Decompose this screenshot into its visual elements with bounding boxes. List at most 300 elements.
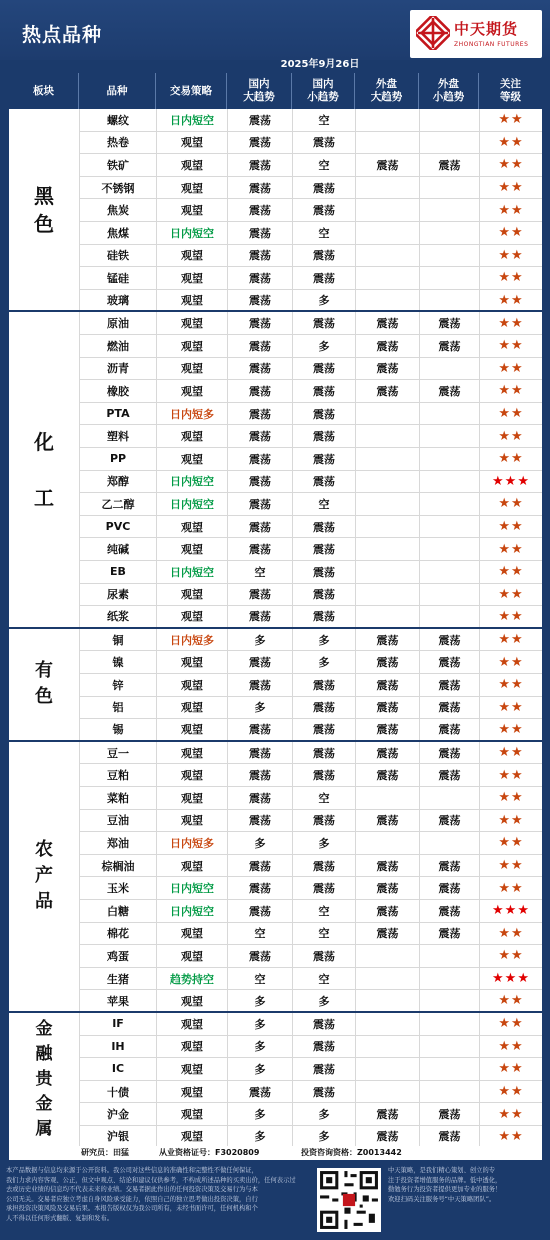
domestic-minor-trend: 空 xyxy=(292,968,355,990)
domestic-minor-trend: 震荡 xyxy=(292,245,355,267)
strategy-cell: 观望 xyxy=(156,1126,227,1147)
strategy-cell: 观望 xyxy=(156,267,227,289)
domestic-minor-trend: 震荡 xyxy=(292,358,355,380)
strategy-cell: 观望 xyxy=(156,132,227,154)
overseas-major-trend: 震荡 xyxy=(355,674,419,696)
overseas-minor-trend: 震荡 xyxy=(419,697,479,719)
strategy-cell: 观望 xyxy=(156,1103,227,1125)
domestic-minor-trend: 震荡 xyxy=(292,312,355,334)
overseas-minor-trend: 震荡 xyxy=(419,810,479,832)
attention-level: ★★ xyxy=(479,561,542,583)
strategy-cell: 观望 xyxy=(156,177,227,199)
column-header: 国内 大趋势 xyxy=(227,73,292,109)
domestic-major-trend: 震荡 xyxy=(227,538,292,560)
domestic-major-trend: 空 xyxy=(227,968,292,990)
table-row xyxy=(79,245,542,268)
sector-cell xyxy=(9,312,79,628)
hot-varieties-table xyxy=(9,109,542,1146)
logo-knot-icon xyxy=(416,16,450,50)
variety-cell: 郑油 xyxy=(79,832,156,854)
domestic-major-trend: 多 xyxy=(227,1126,292,1147)
disclaimer-text: 本产品数据与信息均来源于公开资料。我公司对这些信息的准确性和完整性不做任何保证， 我们力求内容客观、公正，但文中观点、结论和建议仅供参考，不构成所述品种的买卖出价，任何表示过 去或历史业绩的信息均不代表未来的业绩。交易者据此作出的任何投资决策及交易行为与本 公司无关。交易者应独立考虑自身风险承受能力，依照自己的独立思考做出投资决策，自行 承担投资决策风险及交易后果。本报告版权仅为我公司所有，未经书面许可，任何机构和个 人不得以任何形式翻版、复制和发布。 xyxy=(6,1167,296,1222)
domestic-major-trend: 多 xyxy=(227,629,292,651)
domestic-major-trend: 多 xyxy=(227,1036,292,1058)
sector-cell xyxy=(9,629,79,742)
table-row xyxy=(79,561,542,584)
company-logo xyxy=(410,10,542,58)
table-row xyxy=(79,1013,542,1036)
brand-description: 中天策略，是我们精心策划、创立的专 注于投资者增值服务的品牌。低中透化， 勤勉务行为投资者提供更加专业的服务！ 欢迎扫码关注服务号“中天策略团队”。 xyxy=(388,1167,502,1203)
variety-cell: PVC xyxy=(79,516,156,538)
variety-cell: 鸡蛋 xyxy=(79,945,156,967)
variety-cell: 生猪 xyxy=(79,968,156,990)
strategy-cell: 观望 xyxy=(156,855,227,877)
attention-level: ★★ xyxy=(479,629,542,651)
overseas-minor-trend xyxy=(419,471,479,493)
variety-cell: 不锈钢 xyxy=(79,177,156,199)
overseas-major-trend xyxy=(355,832,419,854)
domestic-minor-trend: 震荡 xyxy=(292,945,355,967)
domestic-minor-trend: 震荡 xyxy=(292,267,355,289)
overseas-major-trend: 震荡 xyxy=(355,719,419,740)
strategy-cell: 观望 xyxy=(156,425,227,447)
domestic-major-trend: 震荡 xyxy=(227,335,292,357)
overseas-major-trend: 震荡 xyxy=(355,742,419,764)
domestic-minor-trend: 震荡 xyxy=(292,403,355,425)
domestic-major-trend: 震荡 xyxy=(227,945,292,967)
table-row xyxy=(79,742,542,765)
attention-level: ★★ xyxy=(479,335,542,357)
attention-level: ★★ xyxy=(479,267,542,289)
strategy-cell: 观望 xyxy=(156,335,227,357)
overseas-minor-trend xyxy=(419,290,479,311)
attention-level: ★★ xyxy=(479,606,542,627)
overseas-minor-trend xyxy=(419,832,479,854)
qr-code-icon xyxy=(317,1168,381,1232)
strategy-cell: 观望 xyxy=(156,1036,227,1058)
domestic-major-trend: 震荡 xyxy=(227,900,292,922)
sector-cell xyxy=(9,742,79,1013)
overseas-minor-trend xyxy=(419,606,479,627)
strategy-cell: 日内短空 xyxy=(156,900,227,922)
attention-level: ★★ xyxy=(479,764,542,786)
overseas-minor-trend xyxy=(419,584,479,606)
strategy-cell: 观望 xyxy=(156,606,227,627)
overseas-major-trend xyxy=(355,1013,419,1035)
attention-level: ★★ xyxy=(479,923,542,945)
variety-cell: 尿素 xyxy=(79,584,156,606)
domestic-major-trend: 震荡 xyxy=(227,493,292,515)
strategy-cell: 观望 xyxy=(156,674,227,696)
strategy-cell: 观望 xyxy=(156,584,227,606)
variety-cell: 菜粕 xyxy=(79,787,156,809)
overseas-major-trend: 震荡 xyxy=(355,900,419,922)
domestic-minor-trend: 空 xyxy=(292,109,355,131)
strategy-cell: 观望 xyxy=(156,538,227,560)
domestic-minor-trend: 震荡 xyxy=(292,1058,355,1080)
strategy-cell: 观望 xyxy=(156,199,227,221)
strategy-cell: 观望 xyxy=(156,764,227,786)
overseas-minor-trend: 震荡 xyxy=(419,855,479,877)
attention-level: ★★ xyxy=(479,403,542,425)
domestic-minor-trend: 震荡 xyxy=(292,471,355,493)
strategy-cell: 趋势持空 xyxy=(156,968,227,990)
overseas-major-trend: 震荡 xyxy=(355,629,419,651)
strategy-cell: 观望 xyxy=(156,358,227,380)
page-title: 热点品种 xyxy=(22,24,103,46)
variety-cell: 玻璃 xyxy=(79,290,156,311)
sector-label: 农 产 品 xyxy=(35,839,53,913)
license-number: 从业资格证号：F3020809 xyxy=(159,1148,260,1157)
domestic-major-trend: 震荡 xyxy=(227,267,292,289)
variety-cell: 纸浆 xyxy=(79,606,156,627)
overseas-major-trend xyxy=(355,516,419,538)
overseas-major-trend xyxy=(355,177,419,199)
overseas-minor-trend xyxy=(419,516,479,538)
table-row xyxy=(79,629,542,652)
variety-cell: 郑醇 xyxy=(79,471,156,493)
table-row xyxy=(79,945,542,968)
overseas-major-trend: 震荡 xyxy=(355,312,419,334)
overseas-major-trend xyxy=(355,132,419,154)
overseas-major-trend: 震荡 xyxy=(355,154,419,176)
domestic-major-trend: 震荡 xyxy=(227,674,292,696)
domestic-major-trend: 多 xyxy=(227,697,292,719)
attention-level: ★★ xyxy=(479,425,542,447)
overseas-major-trend xyxy=(355,538,419,560)
table-row xyxy=(79,584,542,607)
table-row xyxy=(79,222,542,245)
strategy-cell: 观望 xyxy=(156,290,227,311)
table-row xyxy=(79,403,542,426)
overseas-minor-trend xyxy=(419,358,479,380)
attention-level: ★★ xyxy=(479,448,542,470)
overseas-minor-trend xyxy=(419,403,479,425)
overseas-major-trend xyxy=(355,787,419,809)
domestic-minor-trend: 空 xyxy=(292,787,355,809)
strategy-cell: 观望 xyxy=(156,990,227,1011)
domestic-minor-trend: 空 xyxy=(292,900,355,922)
sector-label: 有 色 xyxy=(35,660,53,708)
variety-cell: 纯碱 xyxy=(79,538,156,560)
domestic-minor-trend: 震荡 xyxy=(292,1013,355,1035)
attention-level: ★★★ xyxy=(479,968,542,990)
overseas-minor-trend: 震荡 xyxy=(419,651,479,673)
overseas-minor-trend xyxy=(419,561,479,583)
overseas-major-trend: 震荡 xyxy=(355,335,419,357)
bottom-disclaimer-area xyxy=(0,1162,550,1240)
variety-cell: 橡胶 xyxy=(79,380,156,402)
strategy-cell: 观望 xyxy=(156,312,227,334)
table-row xyxy=(79,177,542,200)
table-row xyxy=(79,358,542,381)
table-row xyxy=(79,290,542,313)
attention-level: ★★ xyxy=(479,154,542,176)
overseas-minor-trend: 震荡 xyxy=(419,629,479,651)
attention-level: ★★ xyxy=(479,810,542,832)
overseas-minor-trend xyxy=(419,945,479,967)
overseas-major-trend: 震荡 xyxy=(355,380,419,402)
table-row xyxy=(79,877,542,900)
domestic-minor-trend: 震荡 xyxy=(292,177,355,199)
overseas-major-trend xyxy=(355,109,419,131)
variety-cell: 棉花 xyxy=(79,923,156,945)
domestic-minor-trend: 震荡 xyxy=(292,584,355,606)
domestic-minor-trend: 震荡 xyxy=(292,606,355,627)
overseas-major-trend xyxy=(355,425,419,447)
attention-level: ★★ xyxy=(479,651,542,673)
domestic-major-trend: 震荡 xyxy=(227,606,292,627)
table-row xyxy=(79,810,542,833)
domestic-major-trend: 震荡 xyxy=(227,222,292,244)
overseas-minor-trend: 震荡 xyxy=(419,742,479,764)
domestic-major-trend: 震荡 xyxy=(227,109,292,131)
strategy-cell: 观望 xyxy=(156,380,227,402)
domestic-major-trend: 震荡 xyxy=(227,290,292,311)
domestic-minor-trend: 多 xyxy=(292,651,355,673)
header-bar xyxy=(0,0,550,60)
domestic-major-trend: 震荡 xyxy=(227,425,292,447)
domestic-major-trend: 震荡 xyxy=(227,132,292,154)
domestic-major-trend: 空 xyxy=(227,561,292,583)
attention-level: ★★ xyxy=(479,945,542,967)
attention-level: ★★ xyxy=(479,177,542,199)
variety-cell: IH xyxy=(79,1036,156,1058)
attention-level: ★★ xyxy=(479,877,542,899)
domestic-minor-trend: 空 xyxy=(292,154,355,176)
overseas-minor-trend xyxy=(419,267,479,289)
variety-cell: 燃油 xyxy=(79,335,156,357)
attention-level: ★★ xyxy=(479,832,542,854)
table-row xyxy=(79,199,542,222)
overseas-minor-trend xyxy=(419,1081,479,1103)
domestic-minor-trend: 震荡 xyxy=(292,674,355,696)
overseas-major-trend: 震荡 xyxy=(355,358,419,380)
attention-level: ★★ xyxy=(479,493,542,515)
overseas-minor-trend xyxy=(419,538,479,560)
overseas-minor-trend xyxy=(419,493,479,515)
table-row xyxy=(79,764,542,787)
domestic-major-trend: 震荡 xyxy=(227,584,292,606)
attention-level: ★★ xyxy=(479,1036,542,1058)
domestic-major-trend: 震荡 xyxy=(227,719,292,740)
domestic-major-trend: 震荡 xyxy=(227,787,292,809)
domestic-major-trend: 多 xyxy=(227,1103,292,1125)
domestic-major-trend: 震荡 xyxy=(227,764,292,786)
domestic-minor-trend: 震荡 xyxy=(292,810,355,832)
domestic-minor-trend: 震荡 xyxy=(292,742,355,764)
domestic-minor-trend: 多 xyxy=(292,290,355,311)
researcher-footer xyxy=(9,1146,542,1160)
strategy-cell: 观望 xyxy=(156,1013,227,1035)
strategy-cell: 日内短多 xyxy=(156,832,227,854)
variety-cell: PP xyxy=(79,448,156,470)
overseas-major-trend xyxy=(355,1081,419,1103)
table-row xyxy=(79,697,542,720)
table-row xyxy=(79,132,542,155)
domestic-major-trend: 震荡 xyxy=(227,199,292,221)
table-row xyxy=(79,154,542,177)
overseas-minor-trend xyxy=(419,177,479,199)
strategy-cell: 观望 xyxy=(156,448,227,470)
strategy-cell: 日内短多 xyxy=(156,403,227,425)
attention-level: ★★ xyxy=(479,358,542,380)
attention-level: ★★★ xyxy=(479,471,542,493)
overseas-minor-trend: 震荡 xyxy=(419,1103,479,1125)
strategy-cell: 日内短空 xyxy=(156,561,227,583)
variety-cell: 锰硅 xyxy=(79,267,156,289)
overseas-minor-trend: 震荡 xyxy=(419,900,479,922)
domestic-major-trend: 多 xyxy=(227,832,292,854)
variety-cell: 乙二醇 xyxy=(79,493,156,515)
domestic-major-trend: 震荡 xyxy=(227,245,292,267)
table-row xyxy=(79,471,542,494)
overseas-major-trend xyxy=(355,1058,419,1080)
overseas-major-trend xyxy=(355,945,419,967)
table-row xyxy=(79,855,542,878)
variety-cell: 锌 xyxy=(79,674,156,696)
attention-level: ★★ xyxy=(479,1081,542,1103)
domestic-major-trend: 震荡 xyxy=(227,877,292,899)
attention-level: ★★★ xyxy=(479,900,542,922)
overseas-major-trend xyxy=(355,584,419,606)
column-header: 外盘 小趋势 xyxy=(419,73,479,109)
variety-cell: 硅铁 xyxy=(79,245,156,267)
domestic-minor-trend: 震荡 xyxy=(292,764,355,786)
overseas-minor-trend: 震荡 xyxy=(419,764,479,786)
table-row xyxy=(79,493,542,516)
overseas-major-trend xyxy=(355,245,419,267)
strategy-cell: 日内短空 xyxy=(156,222,227,244)
variety-cell: PTA xyxy=(79,403,156,425)
domestic-major-trend: 震荡 xyxy=(227,177,292,199)
attention-level: ★★ xyxy=(479,855,542,877)
strategy-cell: 观望 xyxy=(156,1058,227,1080)
table-row xyxy=(79,968,542,991)
overseas-minor-trend: 震荡 xyxy=(419,674,479,696)
attention-level: ★★ xyxy=(479,245,542,267)
overseas-major-trend xyxy=(355,561,419,583)
overseas-minor-trend xyxy=(419,990,479,1011)
domestic-major-trend: 震荡 xyxy=(227,742,292,764)
table-row xyxy=(79,832,542,855)
variety-cell: 镍 xyxy=(79,651,156,673)
overseas-minor-trend xyxy=(419,222,479,244)
domestic-minor-trend: 震荡 xyxy=(292,132,355,154)
strategy-cell: 观望 xyxy=(156,154,227,176)
variety-cell: 铝 xyxy=(79,697,156,719)
table-row xyxy=(79,990,542,1013)
overseas-major-trend xyxy=(355,199,419,221)
overseas-minor-trend xyxy=(419,448,479,470)
strategy-cell: 观望 xyxy=(156,923,227,945)
domestic-minor-trend: 多 xyxy=(292,832,355,854)
report-date-row xyxy=(0,58,550,72)
attention-level: ★★ xyxy=(479,132,542,154)
overseas-minor-trend xyxy=(419,787,479,809)
column-header: 外盘 大趋势 xyxy=(355,73,419,109)
overseas-minor-trend xyxy=(419,132,479,154)
overseas-major-trend: 震荡 xyxy=(355,810,419,832)
variety-cell: 十债 xyxy=(79,1081,156,1103)
table-row xyxy=(79,538,542,561)
attention-level: ★★ xyxy=(479,1126,542,1147)
attention-level: ★★ xyxy=(479,538,542,560)
domestic-minor-trend: 多 xyxy=(292,1126,355,1147)
domestic-minor-trend: 震荡 xyxy=(292,561,355,583)
strategy-cell: 日内短多 xyxy=(156,629,227,651)
sector-cell xyxy=(9,109,79,312)
domestic-minor-trend: 多 xyxy=(292,990,355,1011)
strategy-cell: 观望 xyxy=(156,1081,227,1103)
table-row xyxy=(79,312,542,335)
sector-label: 黑 色 xyxy=(34,183,54,236)
strategy-cell: 观望 xyxy=(156,516,227,538)
attention-level: ★★ xyxy=(479,380,542,402)
variety-cell: 豆油 xyxy=(79,810,156,832)
variety-cell: 沥青 xyxy=(79,358,156,380)
table-row xyxy=(79,651,542,674)
variety-cell: 沪银 xyxy=(79,1126,156,1147)
domestic-minor-trend: 震荡 xyxy=(292,719,355,740)
domestic-major-trend: 空 xyxy=(227,923,292,945)
consult-qualification: 投资咨询资格：Z0013442 xyxy=(301,1148,402,1157)
overseas-minor-trend xyxy=(419,199,479,221)
strategy-cell: 日内短空 xyxy=(156,493,227,515)
table-row xyxy=(79,1103,542,1126)
strategy-cell: 观望 xyxy=(156,742,227,764)
strategy-cell: 观望 xyxy=(156,810,227,832)
logo-text: 中天期货 xyxy=(454,20,519,38)
variety-cell: 塑料 xyxy=(79,425,156,447)
table-row xyxy=(79,516,542,539)
table-header xyxy=(9,73,542,109)
variety-cell: 热卷 xyxy=(79,132,156,154)
column-header: 品种 xyxy=(79,73,156,109)
overseas-minor-trend: 震荡 xyxy=(419,719,479,740)
domestic-minor-trend: 震荡 xyxy=(292,1081,355,1103)
attention-level: ★★ xyxy=(479,109,542,131)
domestic-minor-trend: 多 xyxy=(292,335,355,357)
overseas-major-trend xyxy=(355,471,419,493)
table-row xyxy=(79,448,542,471)
domestic-minor-trend: 震荡 xyxy=(292,425,355,447)
domestic-major-trend: 多 xyxy=(227,1013,292,1035)
variety-cell: 棕榈油 xyxy=(79,855,156,877)
attention-level: ★★ xyxy=(479,1013,542,1035)
domestic-minor-trend: 空 xyxy=(292,222,355,244)
overseas-major-trend xyxy=(355,990,419,1011)
overseas-minor-trend xyxy=(419,109,479,131)
sector-cell xyxy=(9,1013,79,1149)
domestic-minor-trend: 震荡 xyxy=(292,877,355,899)
domestic-major-trend: 震荡 xyxy=(227,516,292,538)
strategy-cell: 观望 xyxy=(156,719,227,740)
table-row xyxy=(79,1058,542,1081)
attention-level: ★★ xyxy=(479,516,542,538)
table-row xyxy=(79,425,542,448)
overseas-major-trend xyxy=(355,267,419,289)
overseas-minor-trend: 震荡 xyxy=(419,1126,479,1147)
domestic-minor-trend: 震荡 xyxy=(292,516,355,538)
domestic-major-trend: 震荡 xyxy=(227,810,292,832)
overseas-minor-trend xyxy=(419,968,479,990)
domestic-minor-trend: 震荡 xyxy=(292,199,355,221)
strategy-cell: 日内短空 xyxy=(156,471,227,493)
attention-level: ★★ xyxy=(479,697,542,719)
domestic-minor-trend: 震荡 xyxy=(292,448,355,470)
domestic-major-trend: 震荡 xyxy=(227,312,292,334)
